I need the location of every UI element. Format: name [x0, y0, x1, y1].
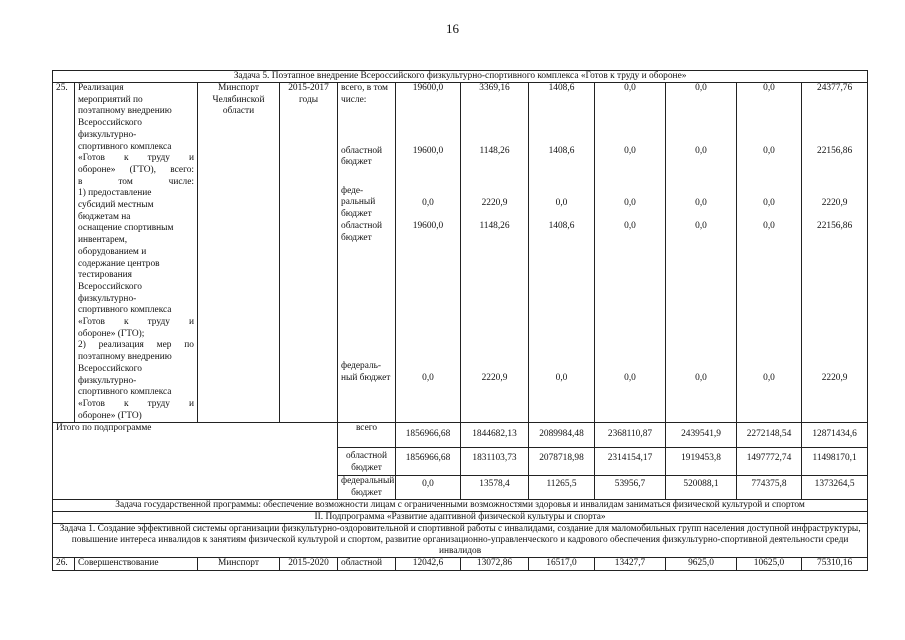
value-cell: 2220,9 — [461, 361, 529, 423]
measure-title-line: инвентарем, — [78, 235, 128, 246]
measure-title-line: оснащение спортивным — [78, 223, 174, 234]
measure-title-line: мероприятий по — [78, 94, 143, 105]
value-cell: 0,0 — [595, 221, 666, 361]
task5-heading: Задача 5. Поэтапное внедрение Всероссийского физкультурно-спортивного комплекса «Готов к труду и обороне» — [53, 71, 868, 83]
measure-title-line: бюджетам на — [78, 211, 131, 222]
value-cell: 13578,4 — [461, 475, 529, 499]
source-label: областной — [338, 558, 396, 571]
measure-title-line: спортивного комплекса — [78, 141, 172, 152]
budget-table — [52, 70, 868, 571]
measure-title-line: физкультурно- — [78, 375, 137, 386]
value-cell: 1497772,74 — [737, 448, 802, 475]
value-cell: 0,0 — [666, 361, 737, 423]
measure-title-line: обороне» (ГТО) — [78, 410, 142, 421]
measure-title-line: Реализация — [78, 83, 124, 93]
source-label: областной бюджет — [338, 144, 396, 186]
measure-title-line: спортивного комплекса — [78, 387, 172, 398]
value-cell: 75310,16 — [802, 558, 868, 571]
state-program-task: Задача государственной программы: обеспечение возможности лицам с ограниченными возможностями здоровья и инвалидам заниматься физической культурой и спортом — [53, 500, 868, 512]
value-cell: 2078718,98 — [529, 448, 595, 475]
value-cell: 1831103,73 — [461, 448, 529, 475]
value-cell: 13427,7 — [595, 558, 666, 571]
measure-title-line: «Готов к труду и — [78, 317, 194, 328]
row-number: 25. — [53, 83, 75, 423]
value-cell: 1408,6 — [529, 144, 595, 186]
totals-label: Итого по подпрограмме — [53, 423, 338, 500]
value-cell: 1408,6 — [529, 221, 595, 361]
value-cell: 0,0 — [595, 186, 666, 221]
value-cell: 0,0 — [666, 221, 737, 361]
measure-title-line: «Готов к труду и — [78, 153, 194, 164]
value-cell: 0,0 — [737, 144, 802, 186]
totals-source-label: всего — [338, 423, 396, 448]
value-cell: 53956,7 — [595, 475, 666, 499]
period: 2015-2017 годы — [280, 83, 338, 423]
row-number: 26. — [53, 558, 75, 571]
measure-title-line: 1) предоставление — [78, 188, 152, 199]
value-cell: 0,0 — [737, 186, 802, 221]
value-cell: 0,0 — [529, 361, 595, 423]
value-cell: 1844682,13 — [461, 423, 529, 448]
value-cell: 0,0 — [666, 186, 737, 221]
value-cell: 0,0 — [737, 361, 802, 423]
value-cell: 774375,8 — [737, 475, 802, 499]
value-cell: 22156,86 — [802, 144, 868, 186]
value-cell: 10625,0 — [737, 558, 802, 571]
value-cell: 12042,6 — [396, 558, 461, 571]
value-cell: 12871434,6 — [802, 423, 868, 448]
measure-title-line: Всероссийского — [78, 363, 142, 374]
value-cell: 2220,9 — [461, 186, 529, 221]
measure-title-line: поэтапному внедрению — [78, 106, 172, 117]
value-cell: 0,0 — [595, 361, 666, 423]
source-label: феде-ральный бюджет — [338, 186, 396, 221]
measure-title-line: обороне» (ГТО); — [78, 328, 145, 339]
value-cell: 0,0 — [666, 144, 737, 186]
task1-heading: Задача 1. Создание эффективной системы организации физкультурно-оздоровительной и спортивной работы с инвалидами, создание для маломобильных групп населения доступной инфраструктуры, повышение интереса инвалидов к занятиям физической культурой и спортом, развитие организационно-управленческого и кадрового обеспечения физкультурно-спортивной деятельности среди инвалидов — [53, 524, 868, 558]
totals-row-all — [53, 423, 868, 448]
value-cell: 2220,9 — [802, 186, 868, 221]
measure-title-line: 2) реализация мер по — [78, 340, 194, 351]
value-cell: 19600,0 — [396, 221, 461, 361]
value-cell: 3369,16 — [461, 83, 529, 144]
totals-source-label: федеральный бюджет — [338, 475, 396, 499]
value-cell: 0,0 — [396, 186, 461, 221]
value-cell: 2220,9 — [802, 361, 868, 423]
value-cell: 11265,5 — [529, 475, 595, 499]
value-cell: 24377,76 — [802, 83, 868, 144]
value-cell: 1919453,8 — [666, 448, 737, 475]
value-cell: 0,0 — [737, 221, 802, 361]
measure-title-line: Всероссийского — [78, 281, 142, 292]
executor: Минспорт — [198, 558, 280, 571]
value-cell: 0,0 — [595, 144, 666, 186]
value-cell: 0,0 — [595, 83, 666, 144]
measure-title-line: Всероссийского — [78, 118, 142, 129]
measure-title — [75, 83, 198, 423]
value-cell: 1856966,68 — [396, 448, 461, 475]
measure-title-line: субсидий местным — [78, 200, 154, 211]
page-number: 16 — [446, 21, 459, 36]
measure-title-line: физкультурно- — [78, 293, 137, 304]
value-cell: 1148,26 — [461, 221, 529, 361]
value-cell: 0,0 — [666, 83, 737, 144]
value-cell: 1148,26 — [461, 144, 529, 186]
source-label: федераль-ный бюджет — [338, 361, 396, 423]
value-cell: 520088,1 — [666, 475, 737, 499]
measure-title-line: в том числе: — [78, 176, 194, 187]
value-cell: 0,0 — [737, 83, 802, 144]
value-cell: 1408,6 — [529, 83, 595, 144]
table-row-25 — [53, 83, 868, 144]
value-cell: 11498170,1 — [802, 448, 868, 475]
measure-title-line: «Готов к труду и — [78, 398, 194, 409]
value-cell: 0,0 — [529, 186, 595, 221]
value-cell: 9625,0 — [666, 558, 737, 571]
value-cell: 13072,86 — [461, 558, 529, 571]
value-cell: 22156,86 — [802, 221, 868, 361]
value-cell: 2439541,9 — [666, 423, 737, 448]
source-label: всего, в том числе: — [338, 83, 396, 144]
value-cell: 2314154,17 — [595, 448, 666, 475]
measure-title-line: поэтапному внедрению — [78, 352, 172, 363]
value-cell: 2089984,48 — [529, 423, 595, 448]
period: 2015-2020 — [280, 558, 338, 571]
subprogram-heading: II. Подпрограмма «Развитие адаптивной физической культуры и спорта» — [53, 512, 868, 524]
value-cell: 0,0 — [396, 475, 461, 499]
totals-source-label: областной бюджет — [338, 448, 396, 475]
measure-title-line: содержание центров — [78, 258, 160, 269]
measure-title-line: тестирования — [78, 270, 132, 281]
source-label: областной бюджет — [338, 221, 396, 361]
value-cell: 16517,0 — [529, 558, 595, 571]
executor: Минспорт Челябинской области — [198, 83, 280, 423]
value-cell: 1856966,68 — [396, 423, 461, 448]
value-cell: 2368110,87 — [595, 423, 666, 448]
measure-title-line: обороне» (ГТО), всего: — [78, 164, 194, 175]
value-cell: 0,0 — [396, 361, 461, 423]
measure-title-line: спортивного комплекса — [78, 305, 172, 316]
measure-title-line: оборудованием и — [78, 246, 147, 257]
table-row-26 — [53, 558, 868, 571]
value-cell: 19600,0 — [396, 83, 461, 144]
value-cell: 19600,0 — [396, 144, 461, 186]
value-cell: 2272148,54 — [737, 423, 802, 448]
measure-title: Совершенствование — [75, 558, 198, 571]
measure-title-line: физкультурно- — [78, 129, 137, 140]
value-cell: 1373264,5 — [802, 475, 868, 499]
